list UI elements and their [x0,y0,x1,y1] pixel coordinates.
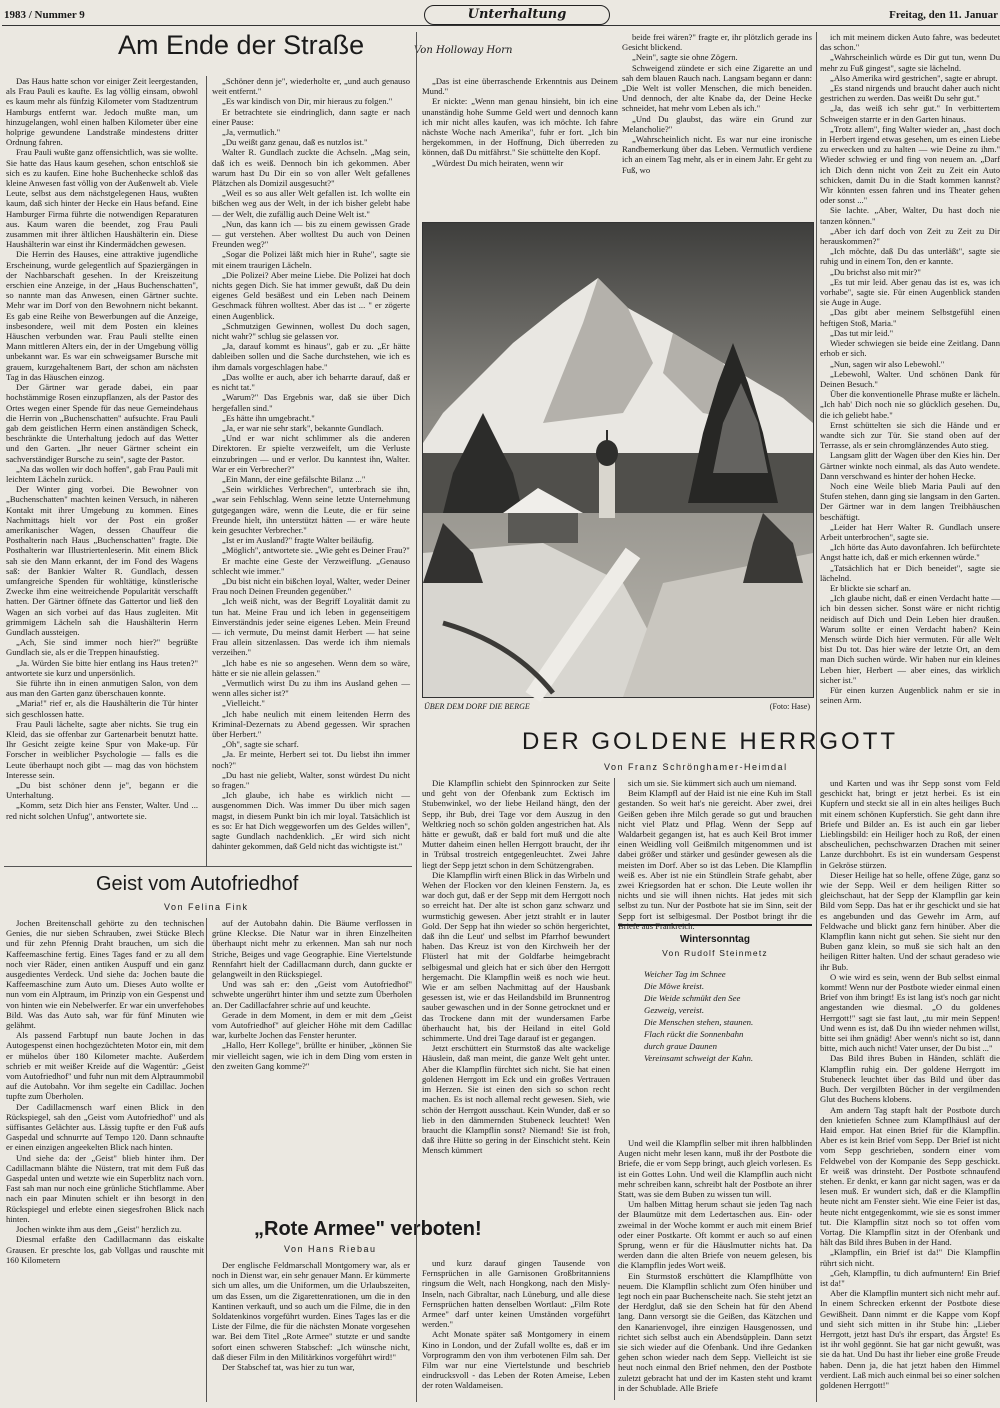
story-byline-am-ende: Von Holloway Horn [414,45,513,56]
paragraph: Acht Monate später saß Montgomery in einem Kino in London, und der Zufall wollte es, daß er im Vorprogramm den von ihm verbotenen Film sah. Der Film war nur eine Viertelstunde und beschrieb eindrucksvoll - das Leben der Roten Ameise, Leben der roten Waldameisen. [422,1329,610,1391]
story-title-rote-armee: „Rote Armee" verboten! [254,1218,482,1240]
paragraph: „Geh, Klampflin, tu dich aufmuntern! Ein Brief ist da!" [820,1267,1000,1288]
poem-line: Weicher Tag im Schnee [644,969,726,979]
story-column-rote-armee-2 [422,1258,610,1400]
paragraph: Das Bild ihres Buben in Händen, schläft die Klampflin ruhig ein. Der goldene Herrgott im Stubeneck leuchtet über das Bild und über das Buch. Der vergilbten Bücher in der vergilmenden Glut des Buchens klobens. [820,1053,1000,1105]
paragraph: Das Haus hatte schon vor einiger Zeit leergestanden, als Frau Pauli es kaufte. Es lag völlig einsam, obwohl es kaum mehr als fünfzig Kilometer vom Stadtzentrum Hamburgs entfernt war. Jedoch mußte man, um hinzugelangen, wohl einen halben Kilometer über eine holprige gewundene Landstraße mindestens dritter Ordnung fahren. [6,76,198,148]
poem-title: Wintersonntag [680,934,750,945]
story-column-am-ende-4 [622,32,812,218]
paragraph: O wie wird es sein, wenn der Bub selbst einmal kommt! Wenn nur der Postbote wieder einmal einen Brief von ihm bringt! Es ist lang ist's noch gar nicht angestanden wie diesmal. „O du goldenes Herrgott!" sagt sie fast laut, „tu mir mein Seppen! Und wenn es ist, daß Du ihn wieder nehmen willst, bitte sei ihm gnädig! Aber wenn's nicht so ist, dann bitte, mich auch nicht! Vater unser, der Du bist ..." [820,971,1000,1054]
paragraph: „Oh", sagte sie scharf. [222,739,299,750]
story-byline-rote-armee: Von Hans Riebau [284,1244,377,1254]
paragraph: Ernst schüttelten sie sich die Hände und er wandte sich zur Tür. Sie stand oben auf der Terrasse, als er sein chromglänzendes Auto stieg. [820,419,1000,451]
poem-line: Die Möwe kreist. [644,981,705,991]
paragraph: „Ja, er war nie sehr stark", bekannte Gundlach. [222,422,384,433]
paragraph: Und weil die Klampflin selber mit ihren halbblinden Augen nicht mehr lesen kann, muß ihr der Postbote die Briefe, die er vom Sepp bringt, auch gleich vorlesen. Es ist ein Gottes Lohn. Und weil die Klampflin auch nicht mehr schreiben kann, schreibt halt der Postbote an ihrer Statt, was sie dem Buben zu wissen tun will. [618,1138,812,1200]
paragraph: „Ja, das weiß ich sehr gut." In verbittertem Schweigen starrte er in den Garten hinaus. [820,103,1000,124]
paragraph: „Klampflin, ein Brief ist da!" Die Klampflin rührt sich nicht. [820,1247,1000,1268]
poem-author: Von Rudolf Steinmetz [662,948,768,958]
paragraph: „Würdest Du mich heiraten, wenn wir [432,157,564,168]
paragraph: ich mit meinem dicken Auto fahre, was bedeutet das schon." [820,32,1000,53]
paragraph: „Ich glaube, ich habe es wirklich nicht — ausgenommen Dich. Was immer Du über mich sagen magst, in diesem Punkt bin ich mir loyal. Tatsächlich ist es so: Er hat Dich weggeworfen um des Geldes willen", sagte Gundlach nachdenklich. „Er wird sich nicht dahinter gekommen, daß Geld nicht das wichtigste ist." [212,790,410,852]
poem-lines [644,968,812,1064]
poem-line: Gezweig, vereist. [644,1005,705,1015]
page-header [2,5,1000,25]
paragraph: „Du bist schöner denn je", begann er die Unterhaltung. [6,780,198,801]
paragraph: „Ist er im Ausland?" fragte Walter beiläufig. [222,535,374,546]
paragraph: Er betrachtete sie eindringlich, dann sagte er nach einer Pause: [212,106,410,127]
paragraph: „Schmutzigen Gewinnen, wollest Du doch sagen, nicht wahr?" schlug sie gelassen vor. [212,320,410,342]
paragraph: Sie lachte. „Aber, Walter, Du hast doch nie tanzen können." [820,205,1000,226]
photo-caption [424,702,810,711]
story-column-autofriedhof-1 [6,918,204,1402]
paragraph: „Das tut mir leid." [830,327,894,338]
column-rule [816,32,817,1402]
paragraph: „Hallo, Herr Kollege", brüllte er hinüber, „können Sie mir vielleicht sagen, wie ich in dem Ding vom ersten in den zweiten Gang komme?" [212,1040,412,1071]
paragraph: „Aber ich darf doch von Zeit zu Zeit zu Dir herauskommen?" [820,225,1000,247]
paragraph: Schweigend zündete er sich eine Zigarette an und sah dem blauen Rauch nach. Langsam begann er dann: „Die Welt ist voller Menschen, die mich beneiden. Und dennoch, der alte Knabe da, der Deine Hecke schneidet, hat mehr vom Leben als ich." [622,62,812,114]
paragraph: „Maria!" rief er, als die Haushälterin die Tür hinter sich geschlossen hatte. [6,698,198,719]
story-column-am-ende-3 [422,76,618,216]
paragraph: Er nickte: „Wenn man genau hinsieht, bin ich eine unanständig hohe Summe Geld wert und dennoch kann ich mir nicht alles kaufen, was ich möchte. Ich fahre nächste Woche nach Amerika", fuhr er fort. „Ich bin hergekommen, in der Hoffnung, Dich überreden zu können, daß Du mitfährst." Sie schüttelte den Kopf. [422,96,618,158]
paragraph: beide frei wären?" fragte er, ihr plötzlich gerade ins Gesicht blickend. [622,32,812,53]
poem-line: durch graue Daunen [644,1041,717,1051]
story-column-am-ende-2 [212,76,410,866]
paragraph: auf der Autobahn dahin. Die Bäume verflossen in grüne Kleckse. Die Natur war in ihren Einzelheiten überhaupt nicht mehr zu erkennen. Man sah nur noch Striche, Beiges und vage Geographie. Eine Viertelstunde Rennfahrt hielt der Cadillacmann durch, dann guckte er gelangweilt in den Rückspiegel. [212,918,412,980]
paragraph: sich um sie. Sie kümmert sich auch um niemand. [628,778,797,788]
paragraph: „Es war kindisch von Dir, mir hieraus zu folgen." [222,96,393,107]
paragraph: Langsam glitt der Wagen über den Kies hin. Der Gärtner winkte noch einmal, als das Auto wendete. Dann verschwand es hinter der hohen Hecke. [820,450,1000,481]
column-rule [416,32,417,1402]
paragraph: „Es stand nirgends und braucht daher auch nicht gestrichen zu werden. Das weißt Du sehr gut." [820,83,1000,104]
story-byline-autofriedhof: Von Felina Fink [164,902,249,912]
paragraph: „Und er war nicht schlimmer als die anderen Direktoren. Er spielte verzweifelt, um die Verluste einzubringen — und er verlor. Du kanntest ihn, Walter. War er ein Verbrecher?" [212,433,410,474]
column-rule [614,778,615,1400]
story-column-herrgott-2b [618,1138,812,1400]
paragraph: Frau Pauli lächelte, sagte aber nichts. Sie trug ein Kleid, das sie offenbar zur Gartenarbeit benutzt hatte. Ihr Gesicht zeigte keine Spur von Make-up. Für Forscher in weiblicher Psychologie — falls es die Leute überhaupt noch gibt — mag das von höchstem Interesse sein. [6,718,198,780]
paragraph: „Ich weiß nicht, was der Begriff Loyalität damit zu tun hat. Meine Frau und ich leben in gegenseitigem Einverständnis jeder seine eigenes Leben. Mein Freund — ich vermute, Du meinst damit Herbert — hat seine Frau allein sitzenlassen. Das werde ich ihm niemals verzeihen." [212,596,410,658]
paragraph: Dieser Heilige hat so helle, offene Züge, ganz so wie der Sepp. Weil er dem heiligen Ritter so gleichschaut, hat der Sepp der Klampflin gar kein Bild vom Sepp. Das hat er ihr geschickt und sie hat es angebunden und das Gewehr im Arm, auf Feldwache und blickt ganz fern hinüber. Aber die Klampflin kann nicht gut sehen. Sie sieht nur den Buben ganz klein, so muß sie sich halt an den heiligen Ritter halten. Und der schaut geradeso wie ihr Bub. [820,869,1000,972]
paragraph: „Nein", sagte sie ohne Zögern. [632,52,738,63]
paragraph: Jetzt erschüttert ein Sturmstoß das alte wackelige Häuslein, daß man meint, die ganze Welt geht unter. Aber die Klampflin fürchtet sich nicht. Sie hat einen goldenen Herrgott im Eck und ein großes Vertrauen im Herzen. Sie ist einen den sich so schon recht machen. Es ist noch allemal recht gewesen. Sieh, wie schön der Herrgott ausschaut. Kein Wunder, daß er so lieb in den dämmernden Stubeneck leuchtet! Wen braucht die Klampflin sonst? Niemand! Sie ist froh, daß ihre Hütte so gering in der Einschicht steht. Kein Mensch kümmert [422,1043,610,1156]
paragraph: Diesmal erfaßte den Cadillacmann das eiskalte Grausen. Er preschte los, gab Vollgas und rauschte mit 160 Kilometern [6,1234,204,1265]
paragraph: „Ach, Sie sind immer noch hier?" begrüßte Gundlach sie, als er die Treppen hinaufstieg. [6,637,198,658]
paragraph: „Ja, darauf kommt es hinaus", gab er zu. „Er hätte dableiben sollen und die Sache durchstehen, wie ich es ihm damals vorgeschlagen habe." [212,341,410,372]
paragraph: Er blickte sie scharf an. [830,582,911,593]
paragraph: „Das gibt aber meinem Selbstgefühl einen heftigen Stoß, Maria." [820,307,1000,328]
paragraph: „Warum?" Das Ergebnis war, daß sie über Dich hergefallen sind." [212,392,410,413]
paragraph: „Na das wollen wir doch hoffen", gab Frau Pauli mit leichtem Lächeln zurück. [6,463,198,484]
paragraph: Der englische Feldmarschall Montgomery war, als er noch in Dienst war, ein sehr genauer Mann. Er kümmerte sich um alles, um die Uniformen, um die Urlaubszeiten, um das Essen, um die Zigarettenrationen, um die in den Kantinen verkauft, und so auch um die Filme, die in den Soldatenkinos vorgeführt wurden. Eines Tages las er die Liste der Filme, die für die nächsten Monate vorgesehen war. Bei dem Titel „Rote Armee" stutzte er und sandte sofort einen schweren Stabschef: „Ich wünsche nicht, daß dieser Film in den Militärkinos vorgeführt wird!" [212,1260,410,1362]
paragraph: Und was sah er: den „Geist vom Autofriedhof" schwebte ungerührt hinter ihm und setzte zum Überholen an. Der Cadillacfahrer schrie auf und keuchte. [212,979,412,1010]
poem-line: Vereinsamt schweigt der Kahn. [644,1053,754,1063]
paragraph: und Karten und was ihr Sepp sonst vom Feld geschickt hat, bringt er jetzt herbei. Es ist ein Kupfern und steckt sie all in ein altes heiliges Buch mit einem schönen Kupferstich. Sie geht dann ihre Briefe und Bilder an. Es ist auch ein gar lieber Lieblingsbild: ein Heiliger hoch zu Roß, der einen abscheulichen, pechschwarzen Drachen mit seiner Lanze durchbohrt. Es ist ein wundersam Gespenst in Gekröse stürzen. [820,778,1000,870]
paragraph: „Komm, setz Dich hier ans Fenster, Walter. Und ... red nicht solchen Unfug", antwortete sie. [6,800,198,821]
paragraph: „Schöner denn je", wiederholte er, „und auch genauso weit entfernt." [212,76,410,97]
paragraph: und kurz darauf gingen Tausende von Fernsprüchen in alle Garnisonen Großbritanniens ringsum die Welt, nach Hongkong, nach den Misly-Inseln, nach Gibraltar, nach Lüneburg, und alle diese Fernsprüchen hatten denselben Wortlaut: „Film Rote Armee" darf unter keinen Umständen vorgeführt werden." [422,1258,610,1330]
paragraph: „Es hätte ihn umgebracht." [222,412,315,423]
photo-credit: (Foto: Hase) [769,702,810,711]
story-column-am-ende-1 [6,76,198,866]
paragraph: „Du bist nicht ein bißchen loyal, Walter, weder Deiner Frau noch Deinen Freunden gegenüber." [212,575,410,597]
paragraph: „Ich habe neulich mit einem leitenden Herrn des Kriminal-Dezernats zu Abend gegessen. Wir sprachen über Herbert." [212,708,410,739]
paragraph: „Du hast nie geliebt, Walter, sonst würdest Du nicht so fragen." [212,769,410,791]
paragraph: „Du weißt ganz genau, daß es nutzlos ist." [222,137,368,148]
paragraph: „Ich möchte, daß Du das unterläßt", sagte sie ruhig und in einem Ton, den er kannte. [820,246,1000,267]
paragraph: „Und Du glaubst, das wäre ein Grund zur Melancholie?" [622,113,812,134]
page-number: 1983 / Nummer 9 [4,9,85,21]
paragraph: „Sogar die Polizei läßt mich hier in Ruhe", sagte sie mit einem traurigen Lächeln. [212,249,410,270]
paragraph: Jochen Breitenschall gehörte zu den technischen Genies, die nur sieben Schrauben, zwei Stücke Blech und für zehn Pfennig Draht brauchen, um sich die Kaffeemaschine fertig. Eines Tages fand er zu all dem noch vier Räder, einen antiken Auspuff und ein ganz ausgedientes Verdeck. Und siehe da: Jochen baute die Kaffeemaschine zum Auto um. Dieses Auto wollte er nun vom ein Alptraum, im Prinzip von ein Gespenst und von hinten wie ein Nebelwerfer. Er war ein unverfehobes Bild. Was das Auto sah, war für fünf Minuten wie gelähmt. [6,918,204,1031]
story-column-autofriedhof-2 [212,918,412,1110]
story-column-herrgott-3 [820,778,1000,1400]
paragraph: „Tatsächlich hat er Dich beneidet", sagte sie lächelnd. [820,562,1000,583]
paragraph: „Nun, das kann ich — bis zu einem gewissen Grade — gut verstehen. Aber wolltest Du auch von Deinen Freunden weg?" [212,218,410,250]
column-rule [206,918,207,1402]
story-title-am-ende: Am Ende der Straße [118,30,365,60]
story-column-herrgott-2 [618,778,812,931]
paragraph: „Ich glaube nicht, daß er einen Verdacht hatte — ich bin dessen sicher. Sonst wäre er nicht richtig neidisch auf Dich und Dein Leben hier draußen. Warum sollte er einen Verdacht haben? Kein Mensch würde Dich hier vermuten. Für alle Welt bist Du tot. Das hier wäre der letzte Ort, an dem man Dich suchen würde. Wir haben nur ein kleines Leben hier, Herbert — aber eines, das wirklich sicher ist." [820,593,1000,685]
paragraph: „Vielleicht." [222,698,265,709]
paragraph: Der Gärtner war gerade dabei, ein paar hochstämmige Rosen einzupflanzen, als der Pastor des Ortes wegen einer Spende für das neue Gemeindehaus die Herrin von „Buchenschatten" aufsuchte. Frau Pauli gab dem geistlichen Herrn einen anständigen Scheck, beschränkte die Unterhaltung jedoch auf das Wetter und den Garten. „Ihr neuer Gärtner scheint ein sachverständiger Bursche zu sein", sagte der Pastor. [6,382,198,464]
poem-box [618,924,812,1134]
paragraph: „Ja, vermutlich." [222,127,281,138]
paragraph: Der Winter ging vorbei. Die Bewohner von „Buchenschatten" machten keinen Versuch, in näheren Kontakt mit ihrer Umgebung zu kommen. Eines Nachmittags hielt vor der Post ein großer amerikanischer Wagen, dessen Chauffeur die Posthalterin nach Haus „Buchenschatten" fragte. Die Posthalterin war Illustriertenleserin. Mit einem Blick sah sie den Mann erkannt, der im Fond des Wagens saß: der Bankier Walter R. Gundlach, dessen umfangreiche Spenden für wohltätige, künstlerische Zwecke ihm eine weitreichende Popularität verschafft hatten. Der Gärtner öffnete das Gattertor und ließ den Wagen an sich vorbei auf das Haus zugleiten. Mit grimmigem Lächeln sah die Haushälterin Herrn Gundlach aussteigen. [6,484,198,637]
paragraph: „Ja. Würden Sie bitte hier entlang ins Haus treten?" antwortete sie kurz und unpersönlich. [6,657,198,678]
paragraph: Walter R. Gundlach zuckte die Achseln. „Mag sein, daß ich es weiß. Dennoch bin ich gekommen. Aber warum hast Du Dir ein so von aller Welt gefallenes Plätzchen als Domizil ausgesucht?" [212,147,410,189]
paragraph: „Das wollte er auch, aber ich beharrte darauf, daß er es nicht tat." [212,371,410,393]
paragraph: „Du brichst also mit mir?" [830,266,921,277]
section-rule [4,866,412,867]
issue-date: Freitag, den 11. Januar [889,9,998,21]
mountain-village-photo [422,222,814,698]
paragraph: Er machte eine Geste der Verzweiflung. „Genauso schlecht wie immer." [212,555,410,576]
paragraph: Der Stabschef tat, was hier zu tun war, [222,1362,355,1373]
paragraph: Und siehe da: der „Geist" blieb hinter ihm. Der Cadillacmann blähte die Nüstern, trat mit dem Fuß das Gaspedal unten und wetzte wie ein Superblitz nach vorn. Fast sah man nur noch eine grünliche Stichflamme. Aber nach ein paar Minuten schielt er ihn besorgt in den Rückspiegel und erlebte einen siegesfrohen Blick nach hinten. [6,1152,204,1224]
poem-line: Flach rückt die Sonnenbahn [644,1029,744,1039]
paragraph: Beim Klampfl auf der Haid ist nie eine Kuh im Stall gestanden. So weit hat's nie gereicht. Aber zwei, drei Geißen geben ihre Milch gerade so gut und brauchen nicht viel Platz und Pflag. Wenn der Sepp auf Waldarbeit gegangen ist, hat es auch Keil Brot immer einen Weidling voll Geißmilch mitgenommen und ist dabei größer und stärker und gesünder gewesen als die meisten im Dorf. Aber so ist das Leben. Die Klampflin weiß es. Aber ist nie ein Stündlein Strafe gehabt, aber zwei Kriegsorden hat er schon. Die Leute wollen ihr nichts und sie will ihnen nichts. Hat jedes mit sich selbst zu tun. Nur der Postbote hat sie im Sinn, seit der Sepp fort ist selbigesmal. Der Postbot bringt ihr die Briefe aus Frankreich. [618,788,812,931]
story-byline-goldene-herrgott: Von Franz Schrönghamer-Heimdal [604,762,788,772]
paragraph: „Also Amerika wird gestrichen", sagte er abrupt. [830,72,998,83]
paragraph: Frau Pauli wußte ganz offensichtlich, was sie wollte. Sie hatte das Haus kaum gesehen, schon entschloß sie sich es zu kaufen. Eine hohe Buchenhecke schloß das kleine Anwesen fast völlig von der Außenwelt ab. Viele Leute, selbst aus dem nächstgelegenen Haus, wußten kaum, daß sich hinter der Hecke ein Haus befand. Eine Hamburger Firma führte die notwendigen Reparaturen aus. Kaum waren die beendet, zog Frau Pauli zusammen mit ihrer ältlichen Haushälterin ein. Diese Haushälterin war einst ihr Kindermädchen gewesen. [6,147,198,250]
paragraph: Am andern Tag stapft halt der Postbote durch den knietiefen Schnee zum Klampflhäusl auf der Haid empor. Hat einen Brief für die Klampflin. Aber es ist kein Brief vom Sepp. Der Brief ist nicht vom Sepp geschrieben, sondern einer vom Feldwebel von der Kompanie des Sepp geschickt. Er weiß was drinsteht. Der Postbote schnaufend stehen. Er denkt, er kann gar nicht sagen, was er da lesen muß. Er wundert sich, daß er die Klampflin heute nicht am Fenster sieht. Wie eine Feier ist das, heute nicht entgegenkommt, wie sie es sonst immer tut. Die Klampflin sitzt noch so tot offen vom Vortag. Die Klampflin sitzt in der Ofenbank und hält das Bild ihres Buben in der Hand. [820,1104,1000,1248]
poem-rule [618,924,812,926]
paragraph: „Ja. Er meinte, Herbert sei tot. Du liebst ihn immer noch?" [212,749,410,770]
paragraph: Für einen kurzen Augenblick nahm er sie in seinen Arm. [820,685,1000,706]
paragraph: Über die konventionelle Phrase mußte er lächeln. „Ich hab' Dich noch nie so glücklich gesehen. Du, die ich geliebt habe." [820,389,1000,420]
paragraph: „Ich hörte das Auto davonfahren. Ich befürchtete Angst hatte ich, daß er mich erkennen würde." [820,542,1000,563]
paragraph: Wieder schwiegen sie beide eine Zeitlang. Dann erhob er sich. [820,338,1000,359]
paragraph: Der Cadillacmensch warf einen Blick in den Rückspiegel, sah den „Geist vom Autofriedhof" und als süffisantes Gelächter aus. Lässig tupfte er den Fuß aufs Gaspedal und schnurrte auf Tempo 120. Dann schnaufte er einen einzigen angeekelten Blick nach hinten. [6,1101,204,1153]
paragraph: „Ich habe es nie so angesehen. Wenn dem so wäre, hätte er sie nie allein gelassen." [212,657,410,678]
paragraph: „Die Polizei? Aber meine Liebe. Die Polizei hat doch nichts gegen Dich. Sie hat immer gewußt, daß Du dein eigenes Geld besäßest und ein Leben nach Deinem Geschmack führen wolltest. Aber das ist ... " er zögerte einen Augenblick. [212,269,410,321]
paragraph: Die Klampflin schiebt den Spinnrocken zur Seite und geht von der Ofenbank zum Ecktisch im Stubenwinkel, wo der liebe Heiland hängt, den der Sepp, ihr Bub, drei Tage vor dem Auszug in den Weltkrieg noch so schön golden angestrichen hat. Als hätte er gewußt, daß er bald fort muß und die alte Mutter daheim einen hellen Herrgott braucht, der ihr in Trübsal trostreich entgegenleuchtet. Zwei Jahre liegt der Sepp jetzt schon in dem Schützengraben. [422,778,610,870]
paragraph: Noch eine Weile blieb Maria Pauli auf den Stufen stehen, dann ging sie langsam in den Garten. Der Gärtner war in dem langen Treibhäuschen beschäftigt. [820,480,1000,522]
paragraph: „Es tut mir leid. Aber genau das ist es, was ich vorhabe", sagte sie. Für einen Augenblick standen sie Auge in Auge. [820,276,1000,308]
paragraph: Die Klampflin wirft einen Blick in das Wirbeln und Wehen der Flocken vor den kleinen Fenstern. Ja, es war doch gut, daß er der Sepp mit dem Herrgott noch so erreicht hat. Der alte ist schon ganz schwarz und wurmstichig gewesen. Aber jetzt strahlt er in lauter Gold. Der Sepp hat ihn wieder so schön hergerichtet, daß ihn die Leut' und selbst im Pfarrhof bewundert haben. Das Kreuz ist von den Kirchweih her der Flüsterl hat mit der Goldfarbe heimgebracht selbigesmal und gleich hat er sich über den Herrgott hergemacht. Die Klampflin weiß es noch wie heut. Wie er am selben Nachmittag auf der Hausbank gesessen ist, wie er das Heilandsbild im Brunnentrog sauber gewaschen und in der Sonne getrocknet und er das Trockene dann mit der wundersamen Farbe überhaucht hat, bis der Heiland in eitel Gold schimmerte. Und drei Tage darauf ist er gegangen. [422,869,610,1044]
paragraph: Sie führte ihn in einen anmutigen Salon, von dem aus man den Garten ganz überschauen konnte. [6,677,198,699]
story-column-am-ende-5 [820,32,1000,732]
section-title: Unterhaltung [424,5,610,25]
paragraph: „Möglich", antwortete sie. „Wie geht es Deiner Frau?" [222,545,410,556]
paragraph: Aber die Klampflin muntert sich nicht mehr auf. In einem Schrecken erkennt der Postbote diese Gewißheit. Dann nimmt er die Kappe vom Kopf und sieht sich mitten in ihr Stube hin: „Lieber Herrgott, jetzt hast Du's ihr erspart, das Ärgste! Es ist ihr wohl gegönnt. Sie hat gar nicht gewußt, was sie da hat. Und Du hast ihr lieber eine große Freude haben. Denn ja, die hat jetzt haben den Himmel verdient. Laß mich auch einmal bei so einer solchen goldenen Herrgott!" [820,1288,1000,1390]
story-column-rote-armee-1 [212,1260,410,1402]
paragraph: „Nun, sagen wir also Lebewohl." [830,358,945,369]
paragraph: „Das ist eine überraschende Erkenntnis aus Deinem Mund." [422,76,618,97]
paragraph: „Weil es so aus aller Welt gefallen ist. Ich wollte ein bißchen weg aus der Welt, in der ich bisher gelebt habe — der Welt, die zufällig auch Deine Welt ist." [212,188,410,219]
story-title-goldene-herrgott: DER GOLDENE HERRGOTT [522,728,899,755]
paragraph: „Vermutlich wirst Du zu ihm ins Ausland gehen — wenn alles sicher ist?" [212,677,410,699]
column-rule [206,76,207,866]
paragraph: „Sein wirkliches Verbrechen", unterbrach sie ihn, „war sein Fehlschlag. Wenn seine letzte Unternehmung gutgegangen wäre, wenn die Leute, die er für seine Freunde hielt, ihn unterstützt hätten — er wäre heute kein gesuchter Verbrecher." [212,484,410,535]
header-rule [2,25,1000,26]
poem-line: Die Menschen stehen, staunen. [644,1017,754,1027]
story-title-autofriedhof: Geist vom Autofriedhof [96,873,299,895]
paragraph: Als passend Farbtupf nun baute Jochen in das Autogespenst einen hochgezüchteten Motor ein, mit dem er mühelos über 180 Kilometer machte. Außerdem schrieb er mit weißer Kreide auf die Wagentür: „Geist vom Autofriedhof" und fuhr nun mit dem Alptraummobil auf die Autobahn. Vor ihm segelte ein Cadillac. Jochen tupfte zum Überholen. [6,1030,204,1102]
paragraph: Die Herrin des Hauses, eine attraktive jugendliche Erscheinung, wurde gelegentlich auf Spaziergängen in der Nachbarschaft gesehen. In der Kreiszeitung erschien eine Anzeige, in der „Haus Buchenschatten", so nannte man das Anwesen, einen Gärtner suchte. Mehr war im Dorf von den Bewohnern nicht bekannt. Es gab eine Reihe von Bewerbungen auf die Anzeige, insbesondere, weil mit dem Posten ein kleines Häuschen verbunden war. Frau Pauli stellte einen Mann mittleren Alters ein, der in der Umgebung völlig unbekannt war. Es war ein schweigsamer Bursche mit grauem, kurzgehaltenem Bart, der schon am nächsten Tag in das Häuschen einzog. [6,249,198,382]
photo-caption-text: ÜBER DEM DORF DIE BERGE [424,702,530,711]
paragraph: „Trotz allem", fing Walter wieder an, „hast doch in Herbert irgend etwas gesehen, um es einen Liebe zu erwecken und zu halten — wie Deine zu ihm." Wieder schwieg er und fing von neuem an. „Darf ich Dich denn nicht von Zeit zu Zeit ein Auto schicken, damit Du in die Stadt kommen kannst? Wir könnten essen fahren und ins Theater gehen oder sonst ..." [820,123,1000,206]
paragraph: Gerade in dem Moment, in dem er mit dem „Geist vom Autofriedhof" auf gleicher Höhe mit dem Cadillac war, kurbelte Jochen das Fenster herunter. [212,1009,412,1041]
paragraph: „Leider hat Herr Walter R. Gundlach unsere Arbeit unterbrochen", sagte sie. [820,521,1000,542]
paragraph: „Lebewohl, Walter. Und schönen Dank für Deinen Besuch." [820,368,1000,389]
paragraph: „Wahrscheinlich würde es Dir gut tun, wenn Du mehr zu Fuß gingest", sagte sie lächelnd. [820,52,1000,73]
paragraph: „Wahrscheinlich nicht. Es war nur eine ironische Randbemerkung über das Leben. Vermutlich verdiene ich an einem Tag mehr, als er in einem Jahr. Er geht zu Fuß, wo [622,134,812,175]
poem-line: Die Weide schmükt den See [644,993,741,1003]
paragraph: „Ein Mann, der eine gefälschte Bilanz ..." [222,473,366,484]
paragraph: Um halben Mittag herum schaut sie jeden Tag nach der Blaumütze mit dem Ledertaschen aus. Ein- oder zweimal in der Woche kommt er auch mit einem Brief oder einer Postkarte. Oft kommt er auch so auf einen Sprung, wenn er für die Häuslmutter nichts hat. Da werden dann die alten Briefe von neuem gelesen, bis die Klampflin jedes Wort weiß. [618,1199,812,1271]
paragraph: Jochen winkte ihm aus dem „Geist" herzlich zu. [16,1224,182,1235]
paragraph: Ein Sturmstoß erschüttert die Klampflhütte von neuem. Die Klampflin schlicht zum Ofen hinüber und legt noch ein paar Buchenscheite nach. Sie steht jetzt an der Herdglut, daß sie den Schein hat für den Abend lang. Dann versorgt sie die Geißen, das Kätzchen und den Kanarienvogel, ihre einzigen Hausgenossen, und richtet sich selbst auch ein Abendsüpplein. Dann setzt sie sich wieder auf die Ofenbank. Und ihre Gedanken gehen schon wieder nach dem Sepp. Vielleicht ist sie heut noch einmal den Brief nehmen, den der Postbote zuletzt gebracht hat und der im Kasten steht und kramt in der Schublade. Alle Briefe [618,1270,812,1393]
